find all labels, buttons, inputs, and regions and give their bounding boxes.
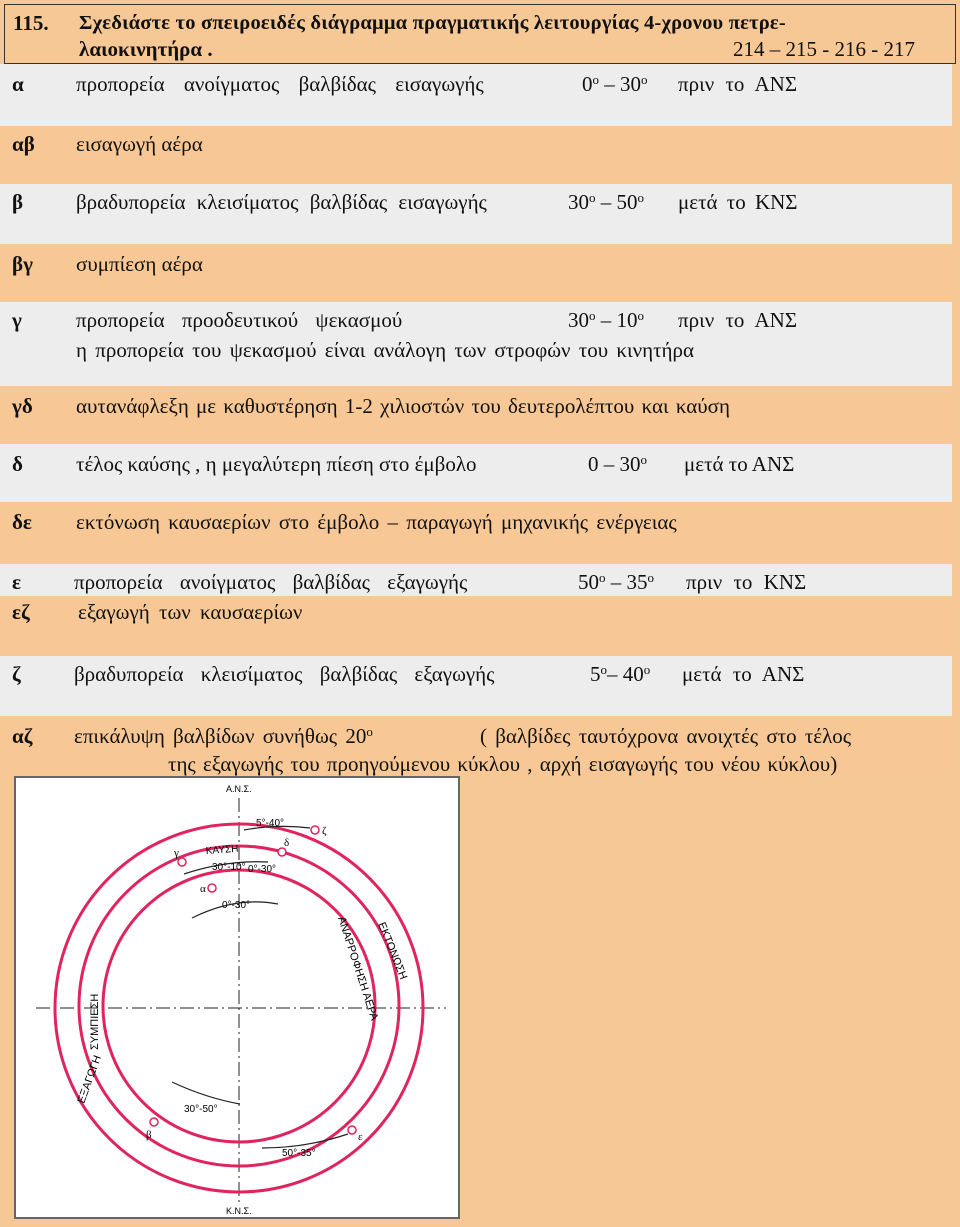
row-degrees: 0 – 30$^o$	[588, 452, 647, 476]
point-a	[208, 884, 216, 892]
row-ez	[0, 596, 952, 656]
row-label: δε	[12, 510, 32, 534]
label-a: α	[200, 883, 206, 895]
row-text: τέλος καύσης , η μεγαλύτερη πίεση στο έμβολο	[76, 452, 477, 476]
angle-g: 30°-10°	[212, 862, 246, 873]
row-label: γδ	[12, 394, 33, 418]
row-d	[0, 444, 952, 502]
arc-b	[172, 1082, 240, 1104]
row-text: εισαγωγή αέρα	[76, 132, 203, 156]
row-reference: μετά το ΑΝΣ	[684, 452, 795, 476]
angle-e: 50°-35°	[282, 1148, 316, 1159]
row-e	[0, 564, 952, 596]
point-b	[150, 1118, 158, 1126]
question-title-line2: λαιοκινητήρα .	[79, 37, 213, 61]
row-label: γ	[12, 308, 22, 332]
question-number: 115.	[13, 11, 49, 35]
row-de	[0, 502, 952, 564]
question-title-line1: Σχεδιάστε το σπειροειδές διάγραμμα πραγματικής λειτουργίας 4-χρονου πετρε-	[79, 12, 786, 34]
row-g	[0, 302, 952, 386]
row-z	[0, 656, 952, 716]
row-note: η προπορεία του ψεκασμού είναι ανάλογη των στροφών του κινητήρα	[76, 338, 694, 362]
row-reference: πριν το ΚΝΣ	[686, 570, 807, 594]
label-e: ε	[358, 1131, 363, 1143]
spiral-diagram-svg	[16, 778, 458, 1217]
spiral-diagram	[14, 776, 460, 1219]
question-header	[4, 4, 956, 64]
label-kausi: ΚΑΥΣΗ	[205, 843, 239, 857]
row-b	[0, 184, 952, 244]
row-text: βραδυπορεία κλεισίματος βαλβίδας εισαγωγής	[76, 190, 487, 214]
row-note: της εξαγωγής του προηγούμενου κύκλου , αρχή εισαγωγής του νέου κύκλου)	[168, 752, 838, 776]
row-label: δ	[12, 452, 23, 476]
row-degrees: 50$^o$ – 35$^o$	[578, 570, 654, 594]
row-degrees: 0$^o$ – 30$^o$	[582, 72, 648, 96]
row-label: ζ	[12, 662, 21, 686]
row-reference: μετά το ΚΝΣ	[678, 190, 798, 214]
row-ab	[0, 126, 952, 184]
label-kns: Κ.Ν.Σ.	[226, 1206, 252, 1216]
row-text: εξαγωγή των καυσαερίων	[78, 600, 303, 624]
label-symp: ΣΥΜΠΙΕΣΗ	[89, 993, 101, 1050]
row-reference: πριν το ΑΝΣ	[678, 72, 798, 96]
row-gd	[0, 386, 952, 444]
label-anarrofisi: ΑΝΑΡΡΟΦΗΣΗ ΑΕΡΑ	[335, 915, 381, 1022]
label-b: β	[146, 1129, 152, 1141]
point-e	[348, 1126, 356, 1134]
row-label: β	[12, 190, 24, 214]
row-label: αζ	[12, 724, 33, 748]
row-az	[0, 716, 952, 776]
row-bg	[0, 244, 952, 302]
row-degrees: 30$^o$ – 10$^o$	[568, 308, 644, 332]
label-exagogi: ΕΞΑΓΩΓΗ	[75, 1053, 104, 1106]
row-text: αυτανάφλεξη με καθυστέρηση 1-2 χιλιοστών του δευτερολέπτου και καύση	[76, 394, 730, 418]
label-ans: Α.Ν.Σ.	[226, 784, 252, 794]
row-a	[0, 64, 952, 126]
label-ektonosi: ΕΚΤΟΝΩΣΗ	[375, 920, 410, 982]
row-label: βγ	[12, 252, 33, 276]
row-reference: πριν το ΑΝΣ	[678, 308, 798, 332]
row-label: αβ	[12, 132, 35, 156]
angle-d: 0°-30°	[248, 864, 277, 875]
row-text: βραδυπορεία κλεισίματος βαλβίδας εξαγωγής	[74, 662, 495, 686]
row-degrees: 30$^o$ – 50$^o$	[568, 190, 644, 214]
row-label: α	[12, 72, 24, 96]
row-text: προπορεία προοδευτικού ψεκασμού	[76, 308, 403, 332]
row-label: εζ	[12, 600, 30, 624]
row-text: προπορεία ανοίγματος βαλβίδας εξαγωγής	[74, 570, 468, 594]
angle-b: 30°-50°	[184, 1104, 218, 1115]
row-reference: μετά το ΑΝΣ	[682, 662, 805, 686]
label-g: γ	[174, 847, 179, 859]
row-text-extra: ( βαλβίδες ταυτόχρονα ανοιχτές στο τέλος	[480, 724, 852, 748]
point-g	[178, 858, 186, 866]
row-text: επικάλυψη βαλβίδων συνήθως 20$^o$	[74, 724, 373, 748]
row-text: προπορεία ανοίγματος βαλβίδας εισαγωγής	[76, 72, 484, 96]
row-text: συμπίεση αέρα	[76, 252, 203, 276]
label-d: δ	[284, 837, 290, 849]
point-z	[311, 826, 319, 834]
row-text: εκτόνωση καυσαερίων στο έμβολο – παραγωγή μηχανικής ενέργειας	[76, 510, 677, 534]
label-z: ζ	[322, 825, 327, 837]
row-degrees: 5$^o$– 40$^o$	[590, 662, 651, 686]
point-d	[278, 848, 286, 856]
angle-top: 5°-40°	[256, 818, 285, 829]
angle-a: 0°-30°	[222, 900, 251, 911]
row-label: ε	[12, 570, 21, 594]
page-references: 214 – 215 - 216 - 217	[733, 37, 915, 61]
